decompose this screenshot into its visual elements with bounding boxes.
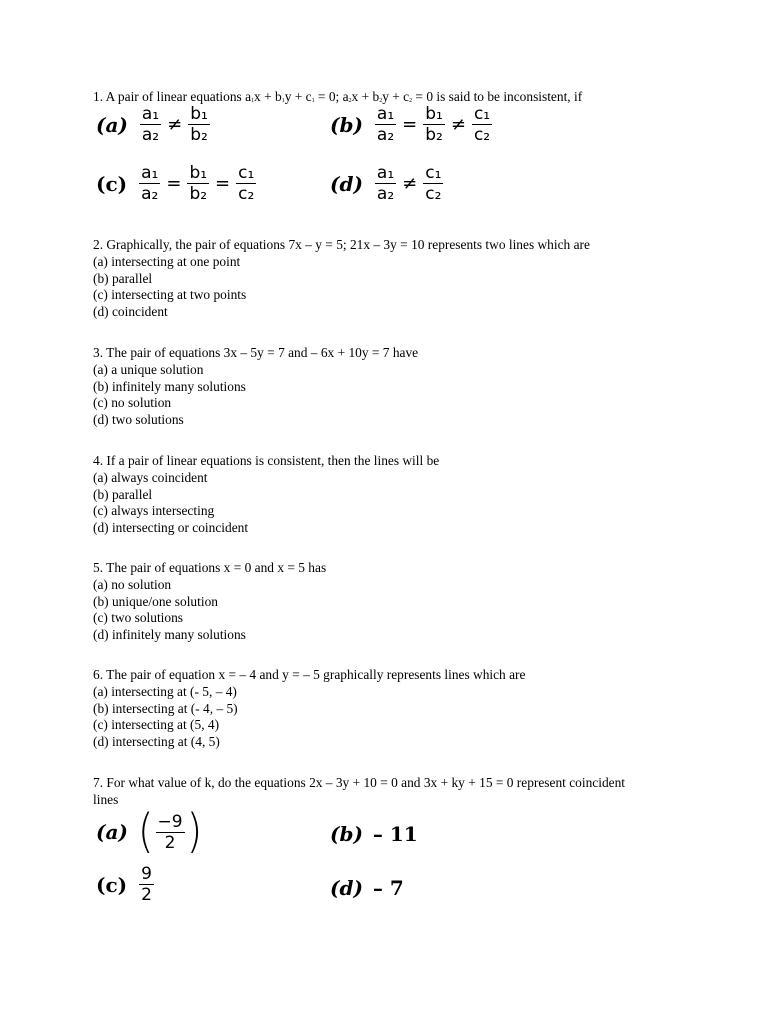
option: (c) intersecting at (5, 4) bbox=[93, 717, 220, 733]
question-2 bbox=[93, 237, 590, 321]
option: (d) intersecting at (4, 5) bbox=[93, 734, 220, 750]
fraction: $\frac{-9}{2}$ bbox=[157, 811, 183, 853]
option: (d) two solutions bbox=[93, 412, 184, 428]
fraction: $\frac{\text{a₁}}{\text{a₂}}$ bbox=[141, 104, 160, 145]
option: (a) intersecting at one point bbox=[93, 253, 241, 269]
option: (d) coincident bbox=[93, 304, 168, 320]
fraction: $\frac{\text{a₁}}{\text{a₂}}$ bbox=[376, 104, 395, 145]
question-1-stem: 1. A pair of linear equations $a_1x + b_1y + c_1 = 0$; $a_2x + b_2y + c_2 = 0$ is said to be inconsistent, if bbox=[93, 89, 583, 104]
option: (b) infinitely many solutions bbox=[93, 378, 246, 394]
option: (d) intersecting or coincident bbox=[93, 520, 249, 536]
question-3 bbox=[93, 345, 418, 429]
question-stem: 7. For what value of k, do the equations 2x – 3y + 10 = 0 and 3x + ky + 15 = 0 represent coincident lines bbox=[93, 775, 625, 807]
question-stem: 6. The pair of equation x = – 4 and y = – 5 graphically represents lines which are bbox=[93, 667, 526, 682]
fraction: $\frac{\text{c₁}}{\text{c₂}}$ bbox=[425, 163, 442, 204]
q7-option-b: (b) – 11 bbox=[330, 822, 418, 846]
q1-option-a: (a) $\frac{\text{a₁}}{\text{a₂}}$ ≠ $\frac{\text{b₁}}{\text{b₂}}$ bbox=[96, 104, 208, 145]
option: (b) intersecting at (- 4, – 5) bbox=[93, 700, 238, 716]
option: (c) intersecting at two points bbox=[93, 287, 247, 303]
question-4 bbox=[93, 453, 439, 537]
fraction: $\frac{\text{b₁}}{\text{b₂}}$ bbox=[189, 163, 208, 204]
option: (c) two solutions bbox=[93, 610, 184, 626]
q1-option-c: (c) $\frac{\text{a₁}}{\text{a₂}}$ = $\frac{\text{b₁}}{\text{b₂}}$ = $\frac{\text{c₁}}{\text{c₂}}$ bbox=[96, 163, 255, 204]
question-5 bbox=[93, 560, 326, 644]
option: (a) intersecting at (- 5, – 4) bbox=[93, 683, 237, 699]
fraction: $\frac{\text{a₁}}{\text{a₂}}$ bbox=[141, 163, 159, 204]
q7-option-a: (a) ( $\frac{-9}{2}$ ) bbox=[96, 805, 203, 859]
option: (a) no solution bbox=[93, 576, 172, 592]
option: (c) no solution bbox=[93, 395, 172, 411]
question-stem: 4. If a pair of linear equations is consistent, then the lines will be bbox=[93, 453, 440, 468]
fraction: $\frac{\text{a₁}}{\text{a₂}}$ bbox=[376, 163, 395, 204]
question-stem: 2. Graphically, the pair of equations 7x – y = 5; 21x – 3y = 10 represents two lines which are bbox=[93, 237, 590, 252]
option: (c) always intersecting bbox=[93, 503, 215, 519]
question-stem: 3. The pair of equations 3x – 5y = 7 and – 6x + 10y = 7 have bbox=[93, 345, 419, 360]
fraction: $\frac{\text{b₁}}{\text{b₂}}$ bbox=[425, 104, 443, 145]
q7-option-d: (d) – 7 bbox=[330, 876, 404, 900]
option: (a) always coincident bbox=[93, 469, 208, 485]
option: (b) unique/one solution bbox=[93, 593, 218, 609]
fraction: $\frac{\text{b₁}}{\text{b₂}}$ bbox=[190, 104, 208, 145]
q1-option-b: (b) $\frac{\text{a₁}}{\text{a₂}}$ = $\frac{\text{b₁}}{\text{b₂}}$ ≠ $\frac{\text{c₁}}{\text{c₂}}$ bbox=[330, 104, 491, 145]
fraction: $\frac{\text{c₁}}{\text{c₂}}$ bbox=[473, 104, 491, 145]
fraction: $\frac{9}{2}$ bbox=[141, 864, 152, 905]
option: (a) a unique solution bbox=[93, 361, 204, 377]
fraction: $\frac{\text{c₁}}{\text{c₂}}$ bbox=[238, 163, 255, 204]
question-7 bbox=[93, 775, 653, 809]
q1-option-d: (d) $\frac{\text{a₁}}{\text{a₂}}$ ≠ $\frac{\text{c₁}}{\text{c₂}}$ bbox=[330, 163, 442, 204]
option: (b) parallel bbox=[93, 270, 153, 286]
q7-option-c: (c) $\frac{9}{2}$ bbox=[96, 864, 152, 905]
question-stem: 5. The pair of equations x = 0 and x = 5 has bbox=[93, 560, 327, 575]
option: (d) infinitely many solutions bbox=[93, 627, 246, 643]
option: (b) parallel bbox=[93, 486, 153, 502]
question-6 bbox=[93, 667, 525, 751]
